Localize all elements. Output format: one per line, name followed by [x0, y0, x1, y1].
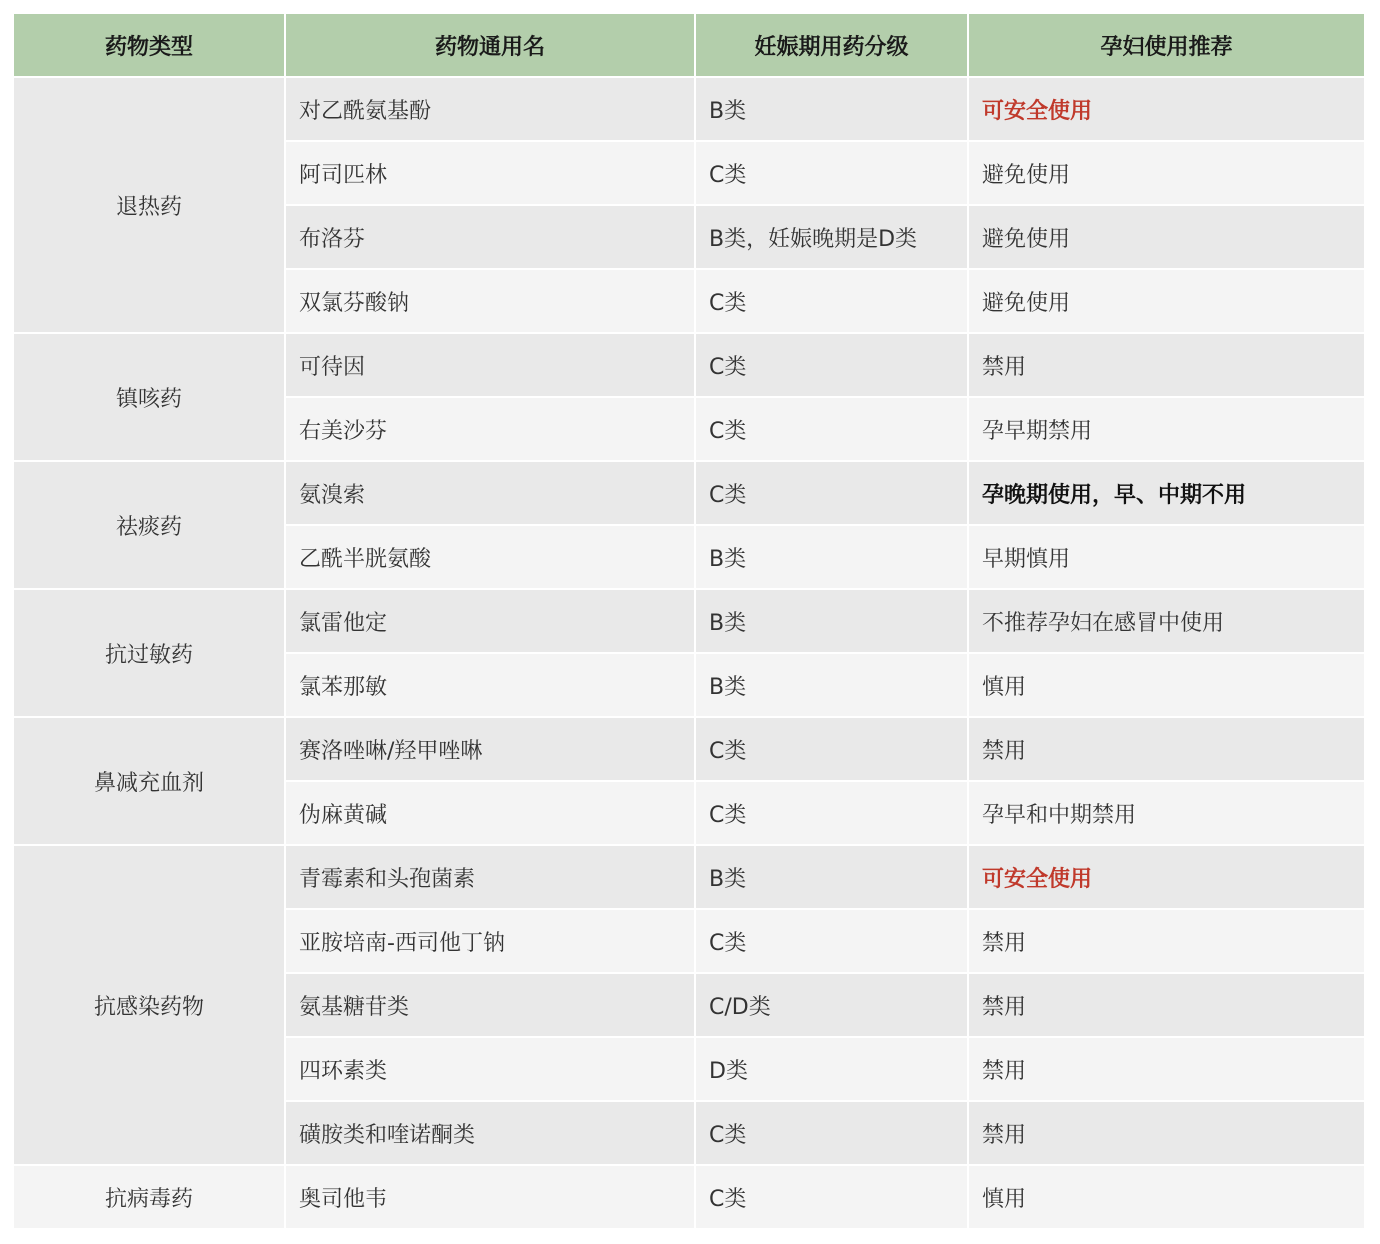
grade-cell	[696, 78, 969, 142]
grade-text: B类	[709, 546, 747, 572]
drug-name-text: 氨基糖苷类	[299, 994, 410, 1020]
recommendation-cell	[969, 974, 1364, 1038]
recommendation-cell	[969, 78, 1364, 142]
drug-name-cell	[286, 1038, 696, 1102]
grade-text: C类	[709, 162, 747, 188]
drug-name-cell	[286, 846, 696, 910]
grade-cell	[696, 462, 969, 526]
category-cell: 抗过敏药	[14, 590, 286, 718]
drug-name-text: 对乙酰氨基酚	[299, 98, 432, 124]
recommendation-text: 慎用	[982, 674, 1027, 700]
drug-name-text: 右美沙芬	[299, 418, 388, 444]
header-recommendation: 孕妇使用推荐	[969, 14, 1364, 78]
recommendation-cell	[969, 654, 1364, 718]
recommendation-text: 禁用	[982, 1058, 1027, 1084]
header-generic-name: 药物通用名	[286, 14, 696, 78]
table-row	[14, 78, 1364, 142]
grade-text: C类	[709, 418, 747, 444]
grade-cell	[696, 206, 969, 270]
grade-cell	[696, 334, 969, 398]
grade-text: B类	[709, 610, 747, 636]
recommendation-text: 避免使用	[982, 226, 1071, 252]
grade-text: C类	[709, 930, 747, 956]
recommendation-cell	[969, 590, 1364, 654]
drug-name-text: 可待因	[299, 354, 366, 380]
grade-text: C类	[709, 354, 747, 380]
recommendation-text: 禁用	[982, 354, 1027, 380]
category-cell: 抗感染药物	[14, 846, 286, 1166]
grade-cell	[696, 590, 969, 654]
recommendation-text: 禁用	[982, 930, 1027, 956]
table-row	[14, 462, 1364, 526]
recommendation-text: 可安全使用	[982, 866, 1093, 892]
drug-name-cell	[286, 910, 696, 974]
drug-name-cell	[286, 526, 696, 590]
recommendation-text: 不推荐孕妇在感冒中使用	[982, 610, 1225, 636]
category-cell: 抗病毒药	[14, 1166, 286, 1230]
recommendation-text: 禁用	[982, 994, 1027, 1020]
drug-name-cell	[286, 206, 696, 270]
recommendation-text: 避免使用	[982, 162, 1071, 188]
recommendation-text: 避免使用	[982, 290, 1071, 316]
drug-name-cell	[286, 1166, 696, 1230]
grade-text: C类	[709, 1186, 747, 1212]
drug-name-text: 伪麻黄碱	[299, 802, 388, 828]
grade-cell	[696, 398, 969, 462]
recommendation-cell	[969, 1038, 1364, 1102]
drug-name-text: 布洛芬	[299, 226, 366, 252]
recommendation-cell	[969, 846, 1364, 910]
recommendation-cell	[969, 270, 1364, 334]
drug-name-text: 赛洛唑啉/羟甲唑啉	[299, 738, 483, 764]
drug-name-text: 氯苯那敏	[299, 674, 388, 700]
grade-text: D类	[709, 1058, 748, 1084]
recommendation-cell	[969, 462, 1364, 526]
recommendation-text: 孕早期禁用	[982, 418, 1093, 444]
recommendation-cell	[969, 1166, 1364, 1230]
header-row	[14, 14, 1364, 78]
drug-name-cell	[286, 334, 696, 398]
table-row	[14, 334, 1364, 398]
grade-cell	[696, 526, 969, 590]
category-cell: 镇咳药	[14, 334, 286, 462]
grade-cell	[696, 142, 969, 206]
drug-name-cell	[286, 974, 696, 1038]
grade-cell	[696, 270, 969, 334]
grade-cell	[696, 846, 969, 910]
drug-name-text: 乙酰半胱氨酸	[299, 546, 432, 572]
grade-cell	[696, 974, 969, 1038]
drug-name-cell	[286, 398, 696, 462]
category-cell: 退热药	[14, 78, 286, 334]
drug-name-text: 氨溴索	[299, 482, 366, 508]
drug-name-cell	[286, 1102, 696, 1166]
grade-text: B类	[709, 674, 747, 700]
category-cell: 祛痰药	[14, 462, 286, 590]
table-row	[14, 590, 1364, 654]
grade-text: C类	[709, 802, 747, 828]
drug-name-text: 阿司匹林	[299, 162, 388, 188]
grade-cell	[696, 782, 969, 846]
grade-text: C类	[709, 482, 747, 508]
drug-name-cell	[286, 270, 696, 334]
recommendation-cell	[969, 526, 1364, 590]
drug-name-cell	[286, 590, 696, 654]
grade-cell	[696, 654, 969, 718]
grade-text: B类	[709, 98, 747, 124]
table-row	[14, 1166, 1364, 1230]
grade-text: C/D类	[709, 994, 771, 1020]
recommendation-text: 孕晚期使用，早、中期不用	[982, 482, 1247, 508]
drug-name-text: 青霉素和头孢菌素	[299, 866, 476, 892]
drug-name-cell	[286, 718, 696, 782]
recommendation-text: 慎用	[982, 1186, 1027, 1212]
grade-text: C类	[709, 1122, 747, 1148]
header-drug-type: 药物类型	[14, 14, 286, 78]
grade-cell	[696, 1102, 969, 1166]
drug-name-cell	[286, 654, 696, 718]
drug-name-text: 奥司他韦	[299, 1186, 388, 1212]
recommendation-cell	[969, 718, 1364, 782]
recommendation-cell	[969, 782, 1364, 846]
drug-table	[14, 14, 1364, 1230]
grade-text: B类	[709, 866, 747, 892]
drug-name-cell	[286, 782, 696, 846]
grade-cell	[696, 718, 969, 782]
table-body	[14, 78, 1364, 1230]
recommendation-cell	[969, 142, 1364, 206]
category-cell: 鼻减充血剂	[14, 718, 286, 846]
recommendation-cell	[969, 910, 1364, 974]
table-row	[14, 718, 1364, 782]
recommendation-text: 可安全使用	[982, 98, 1093, 124]
grade-text: B类，妊娠晚期是D类	[709, 226, 918, 252]
grade-text: C类	[709, 290, 747, 316]
header-pregnancy-grade: 妊娠期用药分级	[696, 14, 969, 78]
grade-text: C类	[709, 738, 747, 764]
recommendation-cell	[969, 206, 1364, 270]
drug-name-cell	[286, 462, 696, 526]
drug-name-text: 氯雷他定	[299, 610, 388, 636]
recommendation-text: 禁用	[982, 738, 1027, 764]
recommendation-text: 孕早和中期禁用	[982, 802, 1137, 828]
drug-name-text: 四环素类	[299, 1058, 388, 1084]
recommendation-cell	[969, 1102, 1364, 1166]
drug-name-cell	[286, 142, 696, 206]
grade-cell	[696, 1166, 969, 1230]
grade-cell	[696, 1038, 969, 1102]
recommendation-cell	[969, 334, 1364, 398]
grade-cell	[696, 910, 969, 974]
drug-name-cell	[286, 78, 696, 142]
recommendation-text: 早期慎用	[982, 546, 1071, 572]
drug-name-text: 双氯芬酸钠	[299, 290, 410, 316]
table-row	[14, 846, 1364, 910]
drug-name-text: 亚胺培南-西司他丁钠	[299, 930, 505, 956]
drug-name-text: 磺胺类和喹诺酮类	[299, 1122, 476, 1148]
recommendation-text: 禁用	[982, 1122, 1027, 1148]
recommendation-cell	[969, 398, 1364, 462]
